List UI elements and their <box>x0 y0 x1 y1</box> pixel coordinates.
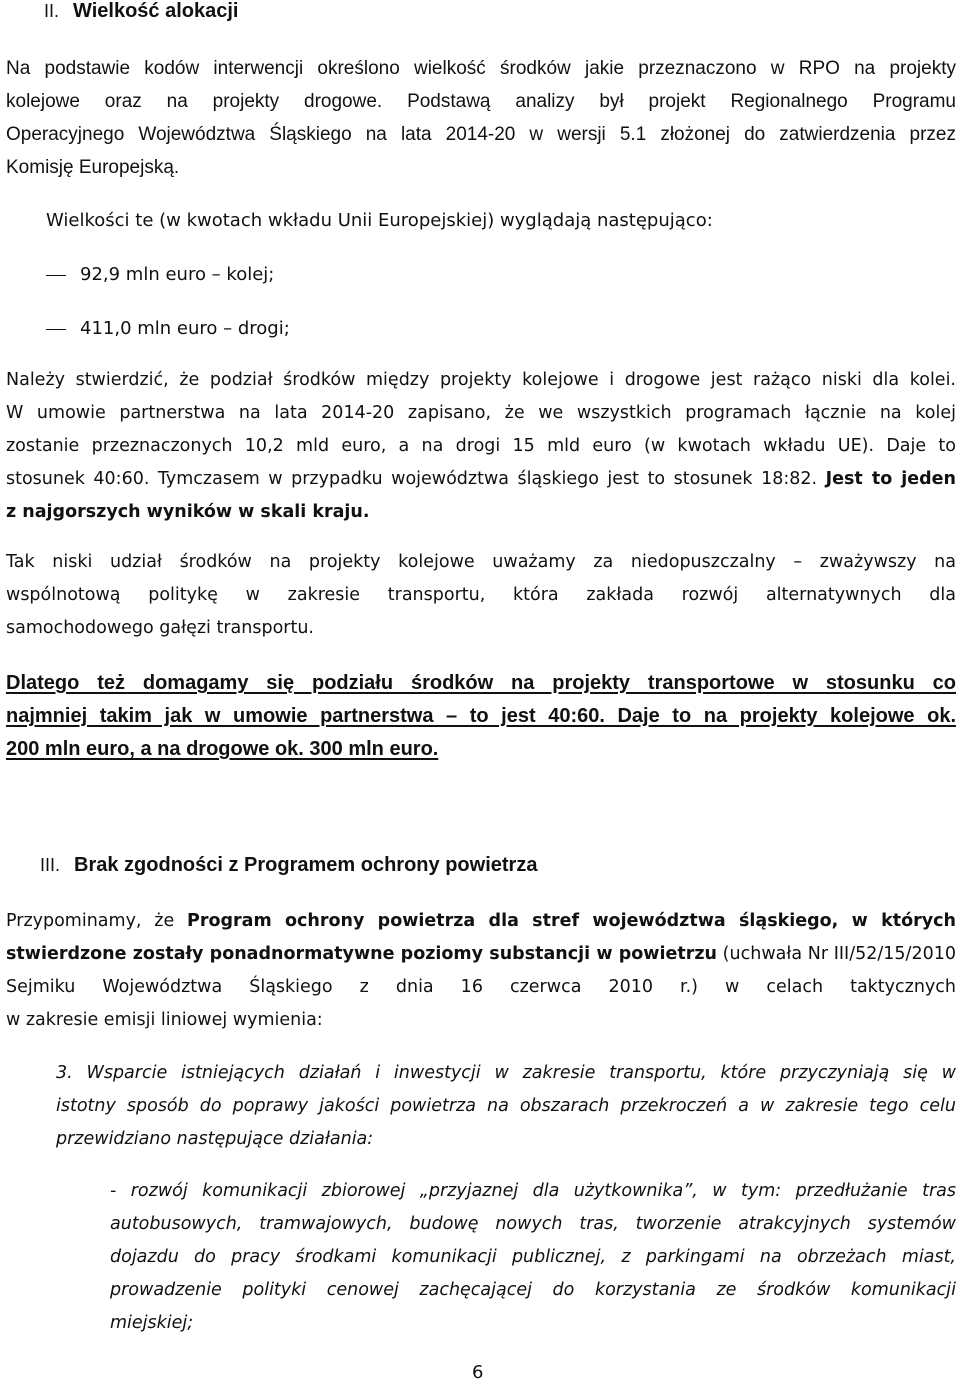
analysis-line: Należy stwierdzić, że podział środków między projekty kolejowe i drogowe jest rażąco niski dla kolei. <box>6 370 956 390</box>
sub-item-paragraph <box>110 1175 956 1340</box>
analysis-paragraph <box>6 364 956 529</box>
analysis-line4-bold: Jest to jeden <box>825 469 956 489</box>
analysis-line: zostanie przeznaczonych 10,2 mld euro, a na drogi 15 mld euro (w kwotach wkładu UE). Daje to <box>6 436 956 456</box>
bullet-rail-text: 92,9 mln euro – kolej; <box>80 264 275 285</box>
opinion-line: samochodowego gałęzi transportu. <box>6 618 314 638</box>
amounts-intro <box>46 210 960 231</box>
bullet-road-text: 411,0 mln euro – drogi; <box>80 318 290 339</box>
air-program-line2-bold: stwierdzone zostały ponadnormatywne poziomy substancji w powietrzu <box>6 944 717 964</box>
intro-line: Komisję Europejską. <box>6 157 180 178</box>
amounts-intro-text: Wielkości te (w kwotach wkładu Unii Europejskiej) wyglądają następująco: <box>46 210 713 231</box>
section-2-heading <box>44 0 238 23</box>
air-program-line: Sejmiku Województwa Śląskiego z dnia 16 czerwca 2010 r.) w celach taktycznych <box>6 977 956 997</box>
conclusion-paragraph <box>6 667 956 766</box>
conclusion-line: Dlatego też domagamy się podziału środków na projekty transportowe w stosunku co <box>6 672 956 694</box>
opinion-line: wspólnotową politykę w zakresie transportu, która zakłada rozwój alternatywnych dla <box>6 585 956 605</box>
section-2-number: II. <box>44 1 60 21</box>
opinion-line: Tak niski udział środków na projekty kolejowe uważamy za niedopuszczalny – zważywszy na <box>6 552 956 572</box>
page-number: 6 <box>472 1362 484 1383</box>
air-program-line2-normal: (uchwała Nr III/52/15/2010 <box>716 944 956 964</box>
air-program-paragraph <box>6 905 956 1037</box>
air-program-line1-normal: Przypominamy, że <box>6 911 187 931</box>
section-3-heading <box>40 854 537 877</box>
sub-item-line: autobusowych, tramwajowych, budowę nowych tras, tworzenie atrakcyjnych systemów <box>110 1214 956 1234</box>
sub-item-line: - rozwój komunikacji zbiorowej „przyjaznej dla użytkownika”, w tym: przedłużanie tras <box>110 1181 956 1201</box>
air-program-line: w zakresie emisji liniowej wymienia: <box>6 1010 323 1030</box>
intro-line: kolejowe oraz na projekty drogowe. Podstawą analizy był projekt Regionalnego Programu <box>6 91 956 112</box>
bullet-rail <box>46 264 274 285</box>
section-3-number: III. <box>40 855 61 875</box>
intro-line: Na podstawie kodów interwencji określono wielkość środków jakie przeznaczono w RPO na projekty <box>6 58 956 79</box>
conclusion-line: 200 mln euro, a na drogowe ok. 300 mln euro. <box>6 738 439 760</box>
quote-line: 3. Wsparcie istniejących działań i inwestycji w zakresie transportu, które przyczyniają się w <box>56 1063 956 1083</box>
dash-icon <box>46 329 66 330</box>
quote-paragraph <box>56 1057 956 1156</box>
sub-item-line: miejskiej; <box>110 1313 194 1333</box>
opinion-paragraph <box>6 546 956 645</box>
quote-line: istotny sposób do poprawy jakości powietrza na obszarach przekroczeń a w zakresie tego celu <box>56 1096 956 1116</box>
dash-icon <box>46 275 66 276</box>
quote-line: przewidziano następujące działania: <box>56 1129 374 1149</box>
sub-item-line: dojazdu do pracy środkami komunikacji publicznej, z parkingami na obrzeżach miast, <box>110 1247 956 1267</box>
intro-line: Operacyjnego Województwa Śląskiego na lata 2014-20 w wersji 5.1 złożonej do zatwierdzenia przez <box>6 124 956 145</box>
analysis-line4-normal: stosunek 40:60. Tymczasem w przypadku województwa śląskiego jest to stosunek 18:82. <box>6 469 826 489</box>
sub-item-line: prowadzenie polityki cenowej zachęcającej do korzystania ze środków komunikacji <box>110 1280 956 1300</box>
air-program-line1-bold: Program ochrony powietrza dla stref województwa śląskiego, w których <box>187 911 956 931</box>
analysis-line <box>6 496 956 529</box>
air-program-line <box>6 938 956 971</box>
section-2-title: Wielkość alokacji <box>73 0 239 22</box>
analysis-line: W umowie partnerstwa na lata 2014-20 zapisano, że we wszystkich programach łącznie na kolej <box>6 403 956 423</box>
air-program-line <box>6 905 956 938</box>
analysis-line5-bold: z najgorszych wyników w skali kraju. <box>6 502 370 522</box>
intro-paragraph <box>6 52 956 184</box>
analysis-line <box>6 463 956 496</box>
bullet-road <box>46 318 290 339</box>
conclusion-line: najmniej takim jak w umowie partnerstwa – to jest 40:60. Daje to na projekty kolejowe ok. <box>6 705 956 727</box>
section-3-title: Brak zgodności z Programem ochrony powietrza <box>74 854 538 876</box>
